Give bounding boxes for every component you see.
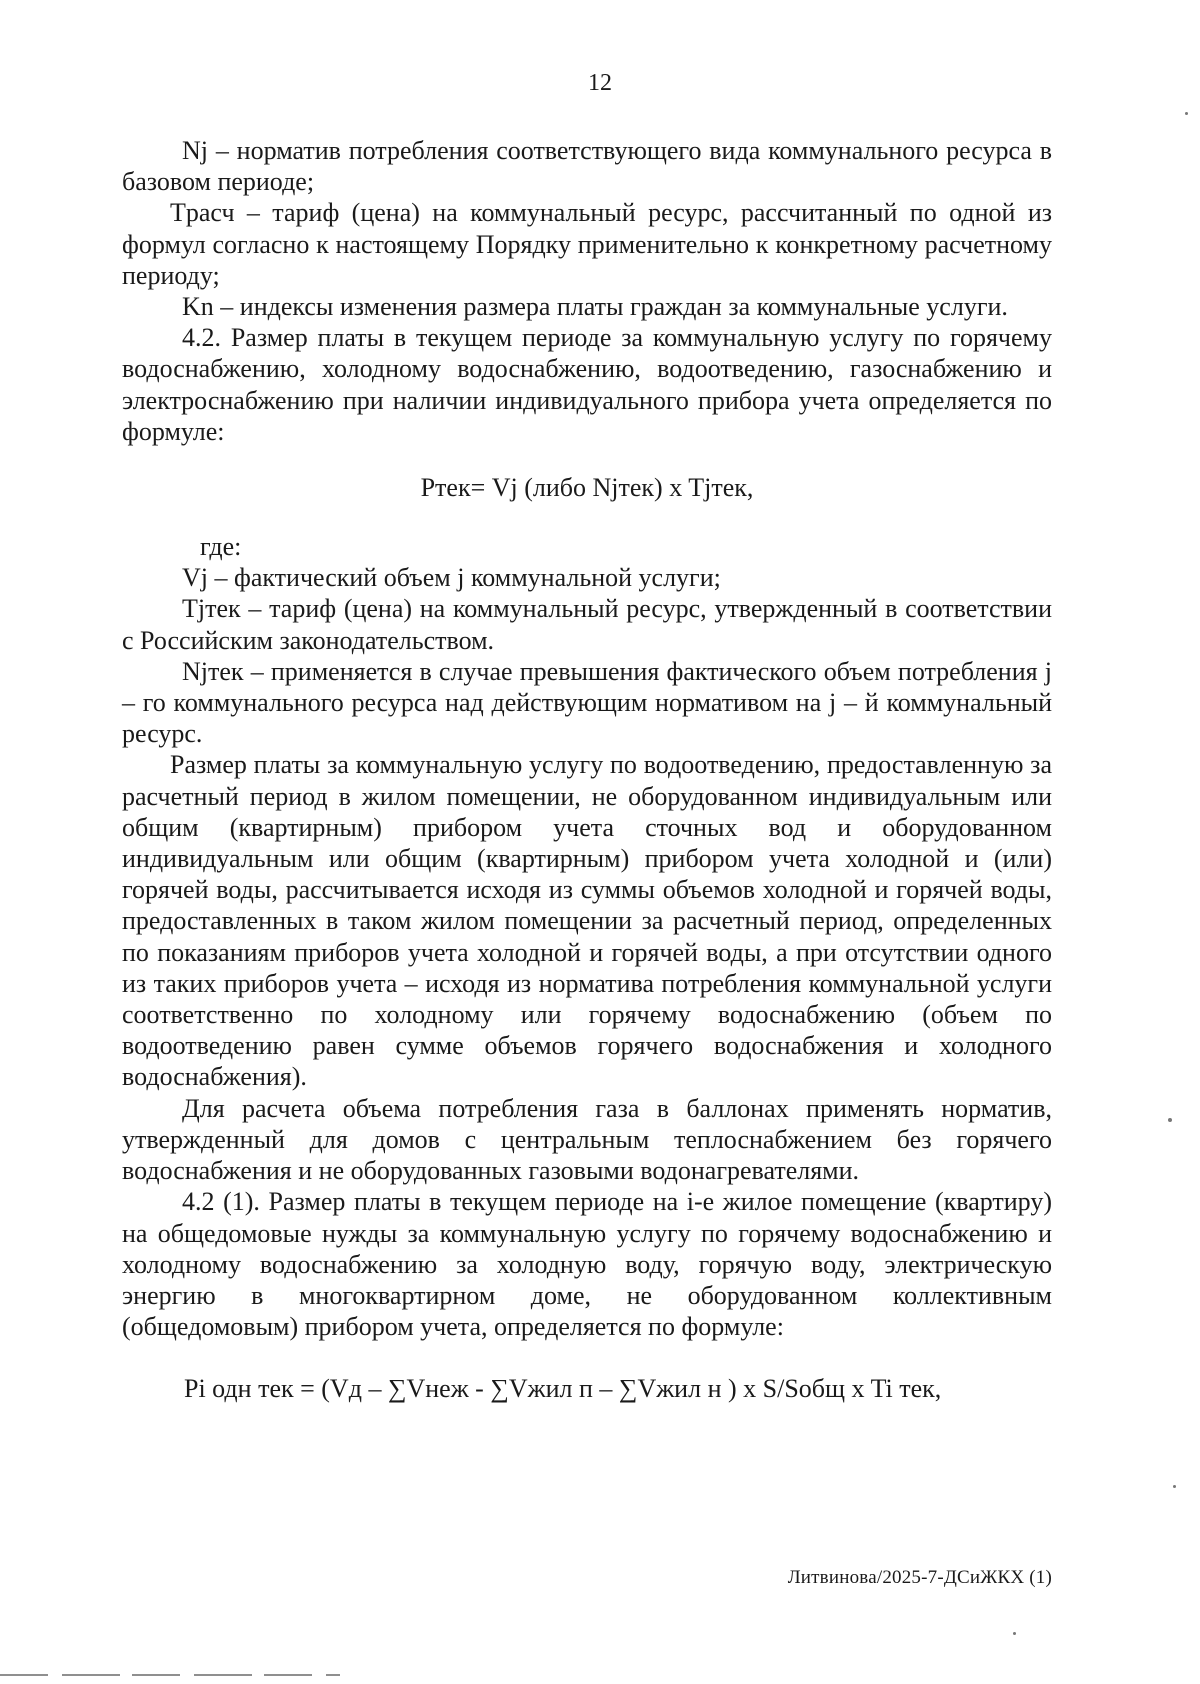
paragraph-wastewater: Размер платы за коммунальную услугу по водоотведению, предоставленную за расчетный период в жилом помещении, не оборудованном индивидуальным или общим (квартирным) прибором учета сточных вод и оборудованном индивидуальным или общим (квартирным) прибором учета холодной и (или) горячей воды, рассчитывается исходя из суммы объемов холодной и горячей воды, предоставленных в таком жилом помещении за расчетный период, определенных по показаниям приборов учета холодной и горячей воды, а при отсутствии одного из таких приборов учета – исходя из норматива потребления коммунальной услуги соответственно по холодному или горячему водоснабжению (объем по водоотведению равен сумме объемов горячего водоснабжения и холодного водоснабжения).	[122, 750, 1052, 1092]
paragraph-kn: Kn – индексы изменения размера платы граждан за коммунальные услуги.	[182, 292, 1008, 322]
paragraph-4-2: 4.2. Размер платы в текущем периоде за коммунальную услугу по горячему водоснабжению, холодному водоснабжению, водоотведению, газоснабжению и электроснабжению при наличии индивидуального прибора учета определяется по формуле:	[122, 323, 1052, 446]
where-label: где:	[200, 532, 242, 562]
formula-p-tek: Pтек= Vj (либо Njтек) x Tjтек,	[420, 473, 754, 503]
scan-edge-line	[0, 1674, 340, 1676]
scan-speck	[1013, 1632, 1016, 1635]
footer-reference: Литвинова/2025-7-ДСиЖКХ (1)	[787, 1567, 1052, 1588]
scan-speck	[1185, 112, 1188, 115]
paragraph-nj-tek: Njтек – применяется в случае превышения фактического объем потребления j – го коммунального ресурса над действующим нормативом на j – й коммунальный ресурс.	[122, 656, 1052, 749]
paragraph-4-2-1: 4.2 (1). Размер платы в текущем периоде на i-е жилое помещение (квартиру) на общедомовые нужды за коммунальную услугу по горячему водоснабжению и холодному водоснабжению за холодную воду, горячую воду, электрическую энергию в многоквартирном доме, не оборудованном коллективным (общедомовым) прибором учета, определяется по формуле:	[122, 1187, 1052, 1342]
formula-p-odn-tek: Pi одн тек = (Vд – ∑Vнеж - ∑Vжил п – ∑Vжил н ) x S/Sобщ x Ti тек,	[184, 1374, 942, 1404]
scan-speck	[1173, 1485, 1176, 1488]
page-number: 12	[588, 70, 612, 96]
scan-speck	[1168, 1118, 1172, 1122]
paragraph-trasch: Tрасч – тариф (цена) на коммунальный ресурс, рассчитанный по одной из формул согласно к настоящему Порядку применительно к конкретному расчетному периоду;	[122, 198, 1052, 290]
paragraph-gas: Для расчета объема потребления газа в баллонах применять норматив, утвержденный для домов с центральным теплоснабжением без горячего водоснабжения и не оборудованных газовыми водонагревателями.	[122, 1093, 1052, 1186]
paragraph-nj: Nj – норматив потребления соответствующего вида коммунального ресурса в базовом периоде;	[122, 136, 1052, 197]
paragraph-vj: Vj – фактический объем j коммунальной услуги;	[182, 563, 721, 593]
document-body	[122, 135, 1052, 1406]
paragraph-tj-tek: Tjтек – тариф (цена) на коммунальный ресурс, утвержденный в соответствии с Российским законодательством.	[122, 594, 1052, 655]
